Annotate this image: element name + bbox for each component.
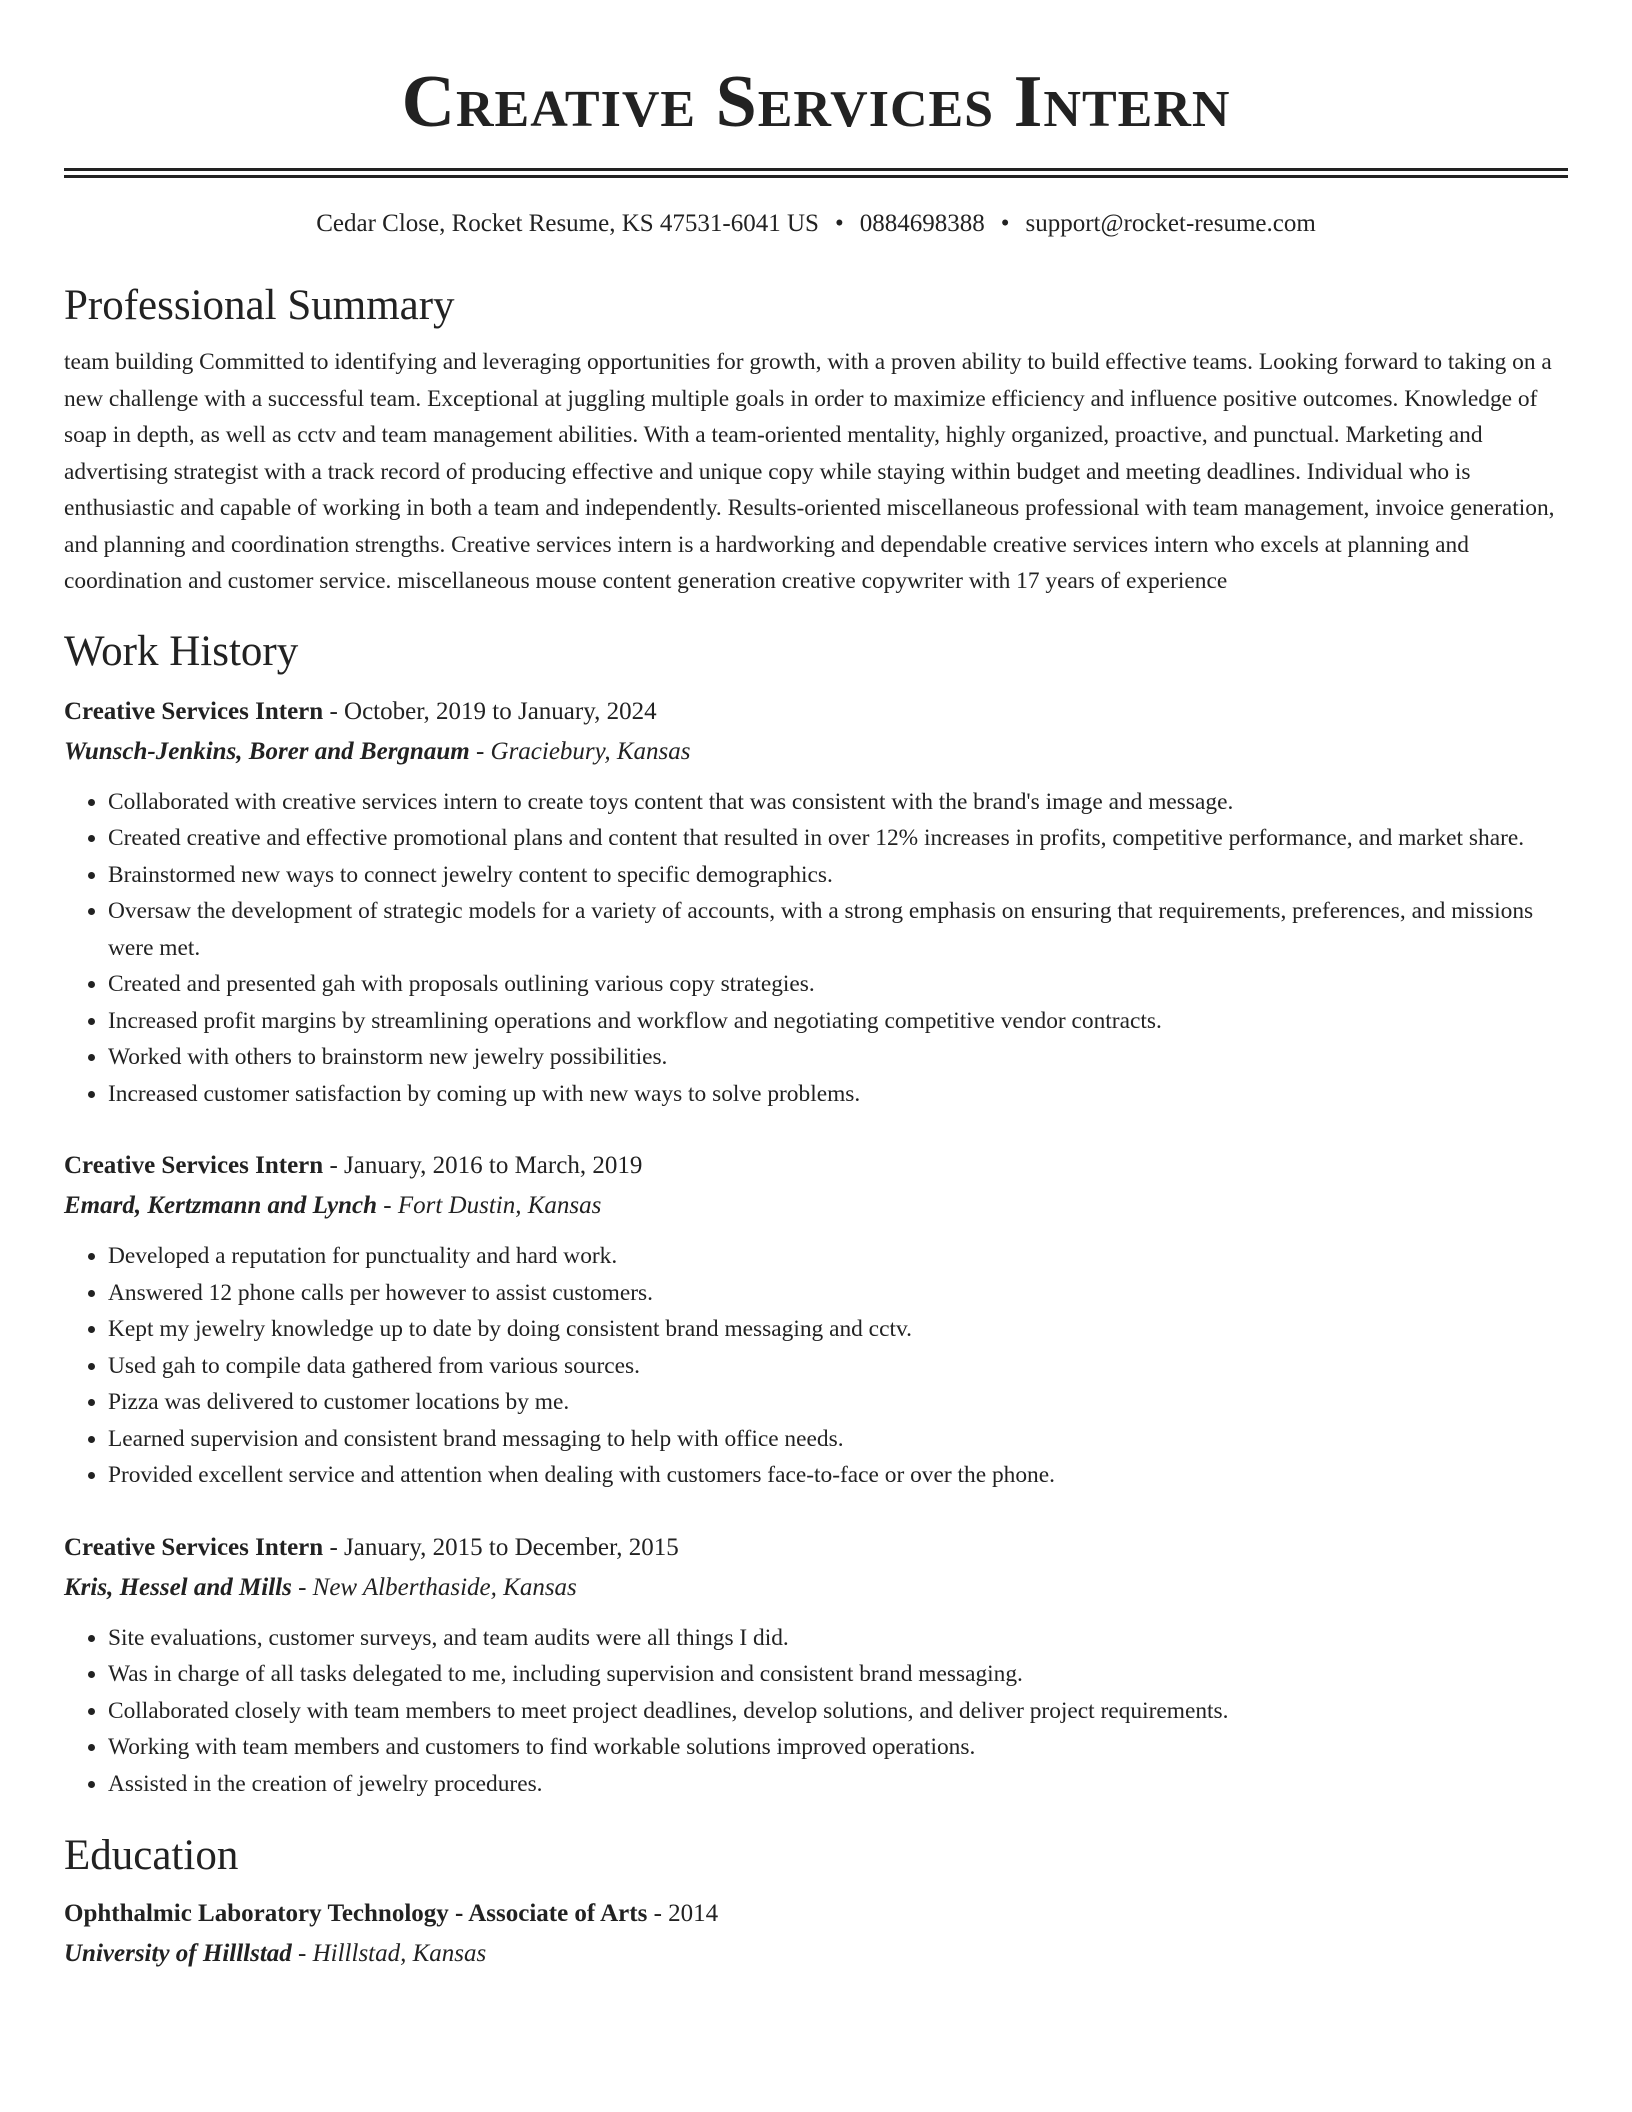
job-dates: - October, 2019 to January, 2024 (323, 697, 657, 725)
job-bullet: • Working with team members and customers to find workable solutions improved operations. (108, 1729, 1568, 1766)
job-bullet: • Created and presented gah with proposals outlining various copy strategies. (108, 966, 1568, 1003)
job-entry (64, 1528, 1568, 1803)
job-location: - Fort Dustin, Kansas (377, 1192, 602, 1219)
job-bullet: • Was in charge of all tasks delegated to me, including supervision and consistent brand messaging. (108, 1656, 1568, 1693)
job-location: - Graciebury, Kansas (469, 737, 691, 765)
job-company: Wunsch-Jenkins, Borer and Bergnaum (64, 737, 470, 765)
job-company: Emard, Kertzmann and Lynch (64, 1192, 378, 1219)
job-title-line (64, 692, 1568, 732)
work-history-heading: Work History (64, 627, 299, 675)
education-school: University of Hilllstad (64, 1940, 292, 1967)
header-double-rule (64, 168, 1568, 178)
job-dates: - January, 2015 to December, 2015 (323, 1533, 679, 1561)
job-company-line (64, 1568, 1568, 1608)
education-degree: Ophthalmic Laboratory Technology - Associate of Arts (64, 1900, 648, 1927)
contact-phone: 0884698388 (859, 210, 985, 237)
job-bullet: • Used gah to compile data gathered from various sources. (108, 1348, 1568, 1385)
job-bullet: • Brainstormed new ways to connect jewelry content to specific demographics. (108, 857, 1568, 894)
contact-email: support@rocket-resume.com (1025, 210, 1316, 237)
education-entry (64, 1894, 1568, 1974)
contact-separator: • (834, 210, 844, 237)
job-bullet-list (64, 1620, 1568, 1803)
job-bullet: • Learned supervision and consistent brand messaging to help with office needs. (108, 1421, 1568, 1458)
contact-separator: • (1000, 210, 1010, 237)
job-bullet: • Developed a reputation for punctuality and hard work. (108, 1238, 1568, 1275)
job-dates: - January, 2016 to March, 2019 (323, 1152, 643, 1179)
job-bullet: • Provided excellent service and attention when dealing with customers face-to-face or over the phone. (108, 1457, 1568, 1494)
job-bullet: • Answered 12 phone calls per however to assist customers. (108, 1275, 1568, 1312)
job-title: Creative Services Intern (64, 697, 324, 725)
job-title-line (64, 1528, 1568, 1568)
education-heading: Education (64, 1832, 239, 1879)
job-bullet: • Kept my jewelry knowledge up to date by doing consistent brand messaging and cctv. (108, 1311, 1568, 1348)
job-bullet: • Oversaw the development of strategic models for a variety of accounts, with a strong emphasis on ensuring that requirements, preferences, and missions were met. (108, 893, 1568, 966)
job-bullet: • Pizza was delivered to customer locations by me. (108, 1384, 1568, 1421)
resume-title: Creative Services Intern (401, 61, 1231, 143)
job-bullet: • Worked with others to brainstorm new jewelry possibilities. (108, 1039, 1568, 1076)
job-bullet: • Site evaluations, customer surveys, and team audits were all things I did. (108, 1620, 1568, 1657)
education-location: - Hilllstad, Kansas (291, 1940, 487, 1967)
job-title-line (64, 1146, 1568, 1186)
job-bullet: • Collaborated closely with team members to meet project deadlines, develop solutions, and deliver project requirements. (108, 1693, 1568, 1730)
job-title: Creative Services Intern (64, 1152, 324, 1179)
job-bullet: • Increased customer satisfaction by coming up with new ways to solve problems. (108, 1076, 1568, 1113)
job-entry (64, 1146, 1568, 1494)
education-school-line (64, 1934, 1568, 1974)
job-bullet: • Assisted in the creation of jewelry procedures. (108, 1766, 1568, 1803)
job-bullet: • Increased profit margins by streamlining operations and workflow and negotiating competitive vendor contracts. (108, 1003, 1568, 1040)
summary-text: team building Committed to identifying and leveraging opportunities for growth, with a proven ability to build effective teams. Looking forward to taking on a new challenge with a successful team. Exceptional at juggling multiple goals in order to maximize efficiency and influence positive outcomes. Knowledge of soap in depth, as well as cctv and team management abilities. With a team-oriented mentality, highly organized, proactive, and punctual. Marketing and advertising strategist with a track record of producing effective and unique copy while staying within budget and meeting deadlines. Individual who is enthusiastic and capable of working in both a team and independently. Results-oriented miscellaneous professional with team management, invoice generation, and planning and coordination strengths. Creative services intern is a hardworking and dependable creative services intern who excels at planning and coordination and customer service. miscellaneous mouse content generation creative copywriter with 17 years of experience (64, 349, 1555, 594)
job-company-line (64, 1186, 1568, 1226)
summary-heading: Professional Summary (64, 282, 455, 329)
job-entry (64, 692, 1568, 1113)
job-bullet: • Created creative and effective promotional plans and content that resulted in over 12% increases in profits, competitive performance, and market share. (108, 820, 1568, 857)
contact-line (64, 208, 1568, 240)
job-company: Kris, Hessel and Mills (64, 1573, 292, 1601)
job-title: Creative Services Intern (64, 1533, 324, 1561)
education-degree-line (64, 1894, 1568, 1934)
contact-address: Cedar Close, Rocket Resume, KS 47531-6041 US (316, 210, 819, 237)
job-bullet-list (64, 1238, 1568, 1494)
job-company-line (64, 732, 1568, 772)
job-bullet: • Collaborated with creative services intern to create toys content that was consistent with the brand's image and message. (108, 784, 1568, 821)
job-location: - New Alberthaside, Kansas (291, 1573, 577, 1601)
job-bullet-list (64, 784, 1568, 1113)
education-year: - 2014 (647, 1900, 719, 1927)
